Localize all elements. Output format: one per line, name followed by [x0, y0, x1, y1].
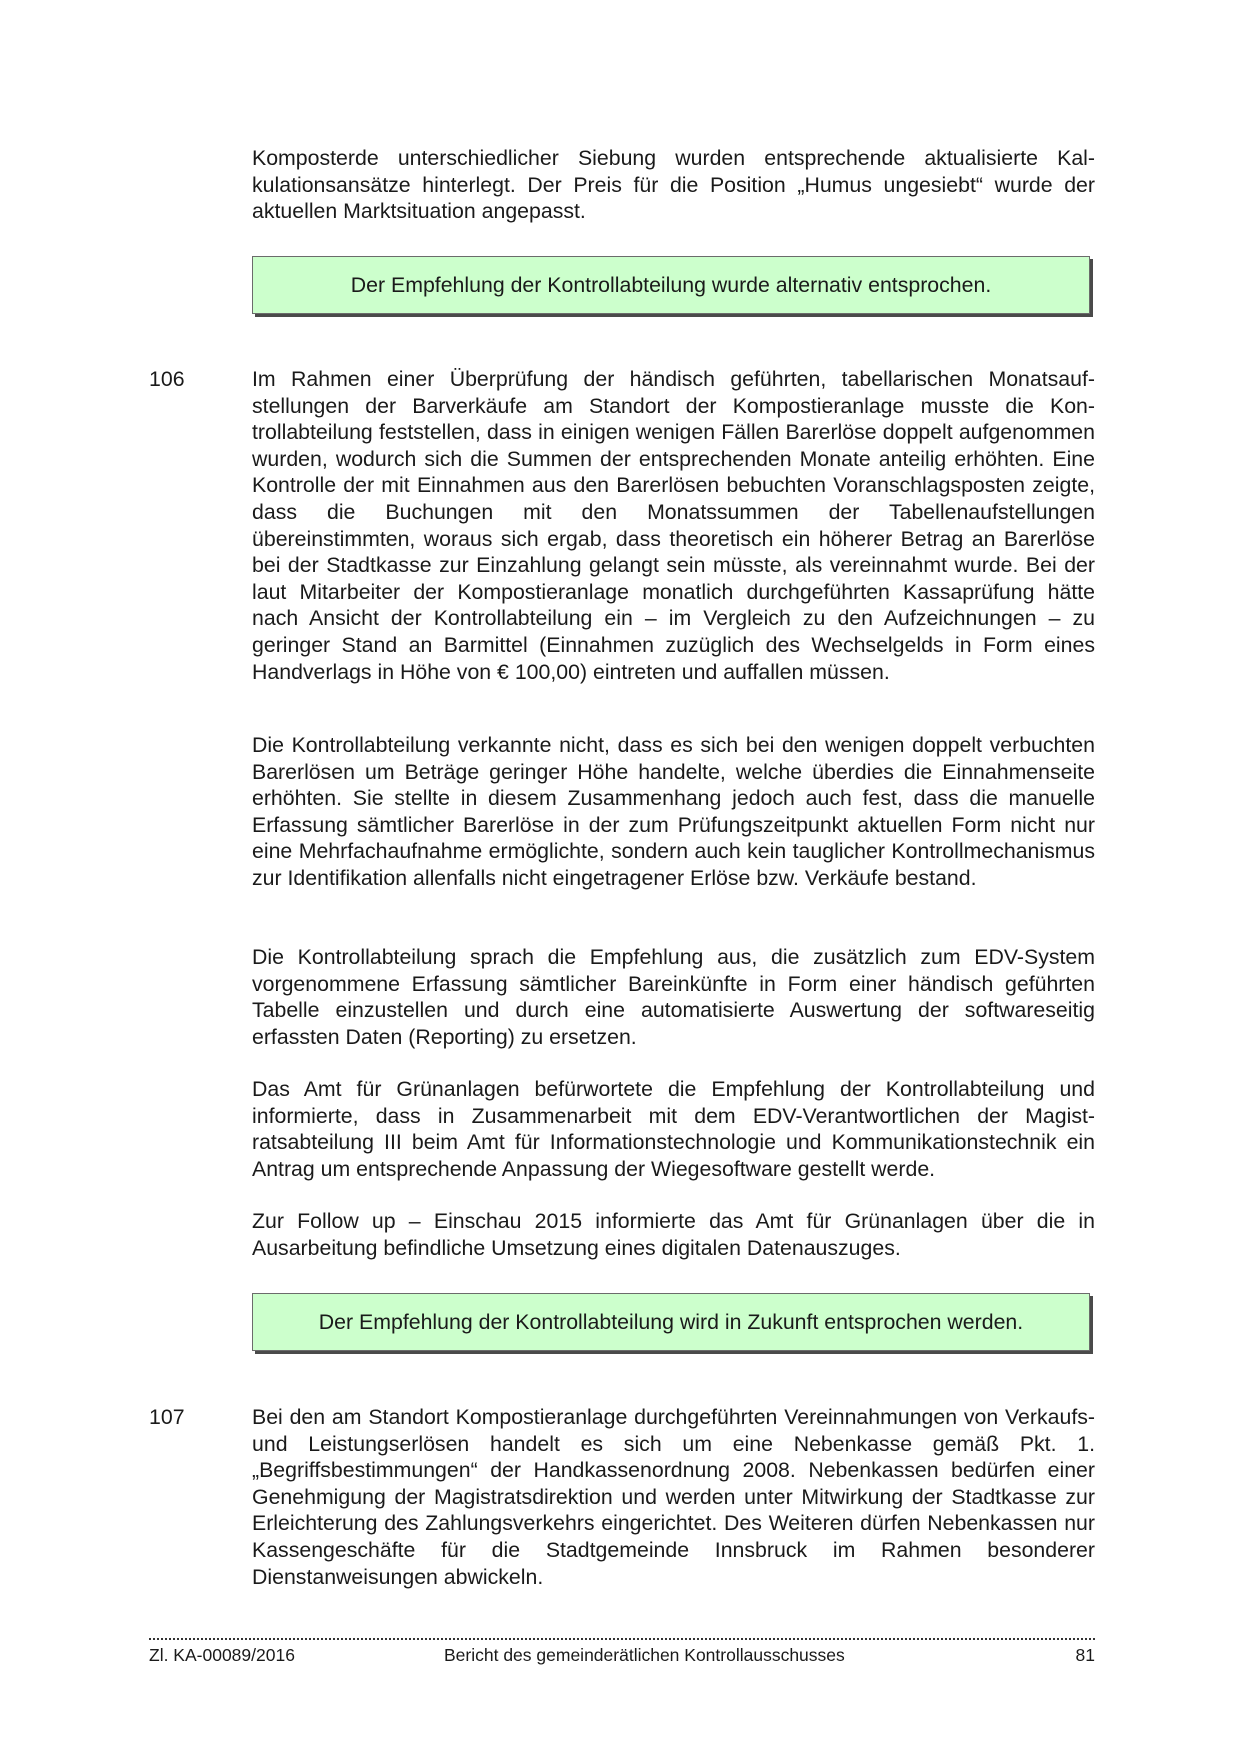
section-106-paragraph-1: Im Rahmen einer Überprüfung der händisch geführten, tabellarischen Monatsaufstellungen der Barverkäufe am Standort der Kompostieranlage musste die Kontrollabteilung feststellen, dass in einigen wenigen Fällen Barerlöse doppelt aufgenommen wurden, wodurch sich die Summen der entsprechenden Monate anteilig erhöhten. Eine Kontrolle der mit Einnahmen aus den Barerlösen bebuchten Voranschlagsposten zeigte, dass die Buchungen mit den Monatssummen der Tabellenaufstellungen übereinstimmten, woraus sich ergab, dass theoretisch ein höherer Betrag an Barerlöse bei der Stadtkasse zur Einzahlung gelangt sein müsste, als vereinnahmt wurde. Bei der laut Mitarbeiter der Kompostieranlage monatlich durchgeführten Kassaprüfung hätte nach Ansicht der Kontrollabteilung ein – im Vergleich zu den Aufzeichnungen – zu geringer Stand an Barmittel (Einnahmen zuzüglich des Wechselgelds in Form eines Handverlags in Höhe von € 100,00) eintreten und auffallen müssen.	[252, 367, 1095, 684]
footer-reference: Zl. KA-00089/2016	[149, 1645, 295, 1665]
recommendation-callout-2: Der Empfehlung der Kontrollabteilung wird in Zukunft entsprochen werden.	[252, 1293, 1090, 1351]
section-106-paragraph-5: Zur Follow up – Einschau 2015 informierte das Amt für Grünanlagen über die in Ausarbeitung befindliche Umsetzung eines digitalen Datenauszuges.	[252, 1209, 1095, 1260]
footer-page-number: 81	[1075, 1645, 1095, 1665]
intro-paragraph: Komposterde unterschiedlicher Siebung wurden entsprechende aktualisierte Kalkulationsansätze hinterlegt. Der Preis für die Position „Humus ungesiebt“ wurde der aktuellen Marktsituation angepasst.	[252, 146, 1095, 224]
section-number-107: 107	[149, 1405, 185, 1429]
footer-divider	[149, 1638, 1095, 1640]
footer-title: Bericht des gemeinderätlichen Kontrollausschusses	[444, 1645, 845, 1665]
section-number-106: 106	[149, 367, 185, 391]
section-107-paragraph: Bei den am Standort Kompostieranlage durchgeführten Vereinnahmungen von Verkaufs- und Leistungserlösen handelt es sich um eine Nebenkasse gemäß Pkt. 1. „Begriffsbestimmungen“ der Handkassenordnung 2008. Nebenkassen bedürfen einer Genehmigung der Magistratsdirektion und werden unter Mitwirkung der Stadtkasse zur Erleichterung des Zahlungsverkehrs eingerichtet. Des Weiteren dürfen Nebenkassen nur Kassengeschäfte für die Stadtgemeinde Innsbruck im Rahmen besonderer Dienstanweisungen abwickeln.	[252, 1405, 1095, 1589]
section-106-paragraph-4: Das Amt für Grünanlagen befürwortete die Empfehlung der Kontrollabteilung und informierte, dass in Zusammenarbeit mit dem EDV-Verantwortlichen der Magistratsabteilung III beim Amt für Informationstechnologie und Kommunikationstechnik ein Antrag um entsprechende Anpassung der Wiegesoftware gestellt werde.	[252, 1077, 1095, 1181]
recommendation-callout-1: Der Empfehlung der Kontrollabteilung wurde alternativ entsprochen.	[252, 256, 1090, 314]
section-106-paragraph-3: Die Kontrollabteilung sprach die Empfehlung aus, die zusätzlich zum EDV-System vorgenommene Erfassung sämtlicher Bareinkünfte in Form einer händisch geführten Tabelle einzustellen und durch eine automatisierte Auswertung der softwareseitig erfassten Daten (Reporting) zu ersetzen.	[252, 945, 1095, 1049]
section-106-paragraph-2: Die Kontrollabteilung verkannte nicht, dass es sich bei den wenigen doppelt verbuchten Barerlösen um Beträge geringer Höhe handelte, welche überdies die Einnahmenseite erhöhten. Sie stellte in diesem Zusammenhang jedoch auch fest, dass die manuelle Erfassung sämtlicher Barerlöse in der zum Prüfungszeitpunkt aktuellen Form nicht nur eine Mehrfachaufnahme ermöglichte, sondern auch kein tauglicher Kontrollmechanismus zur Identifikation allenfalls nicht eingetragener Erlöse bzw. Verkäufe bestand.	[252, 733, 1095, 890]
